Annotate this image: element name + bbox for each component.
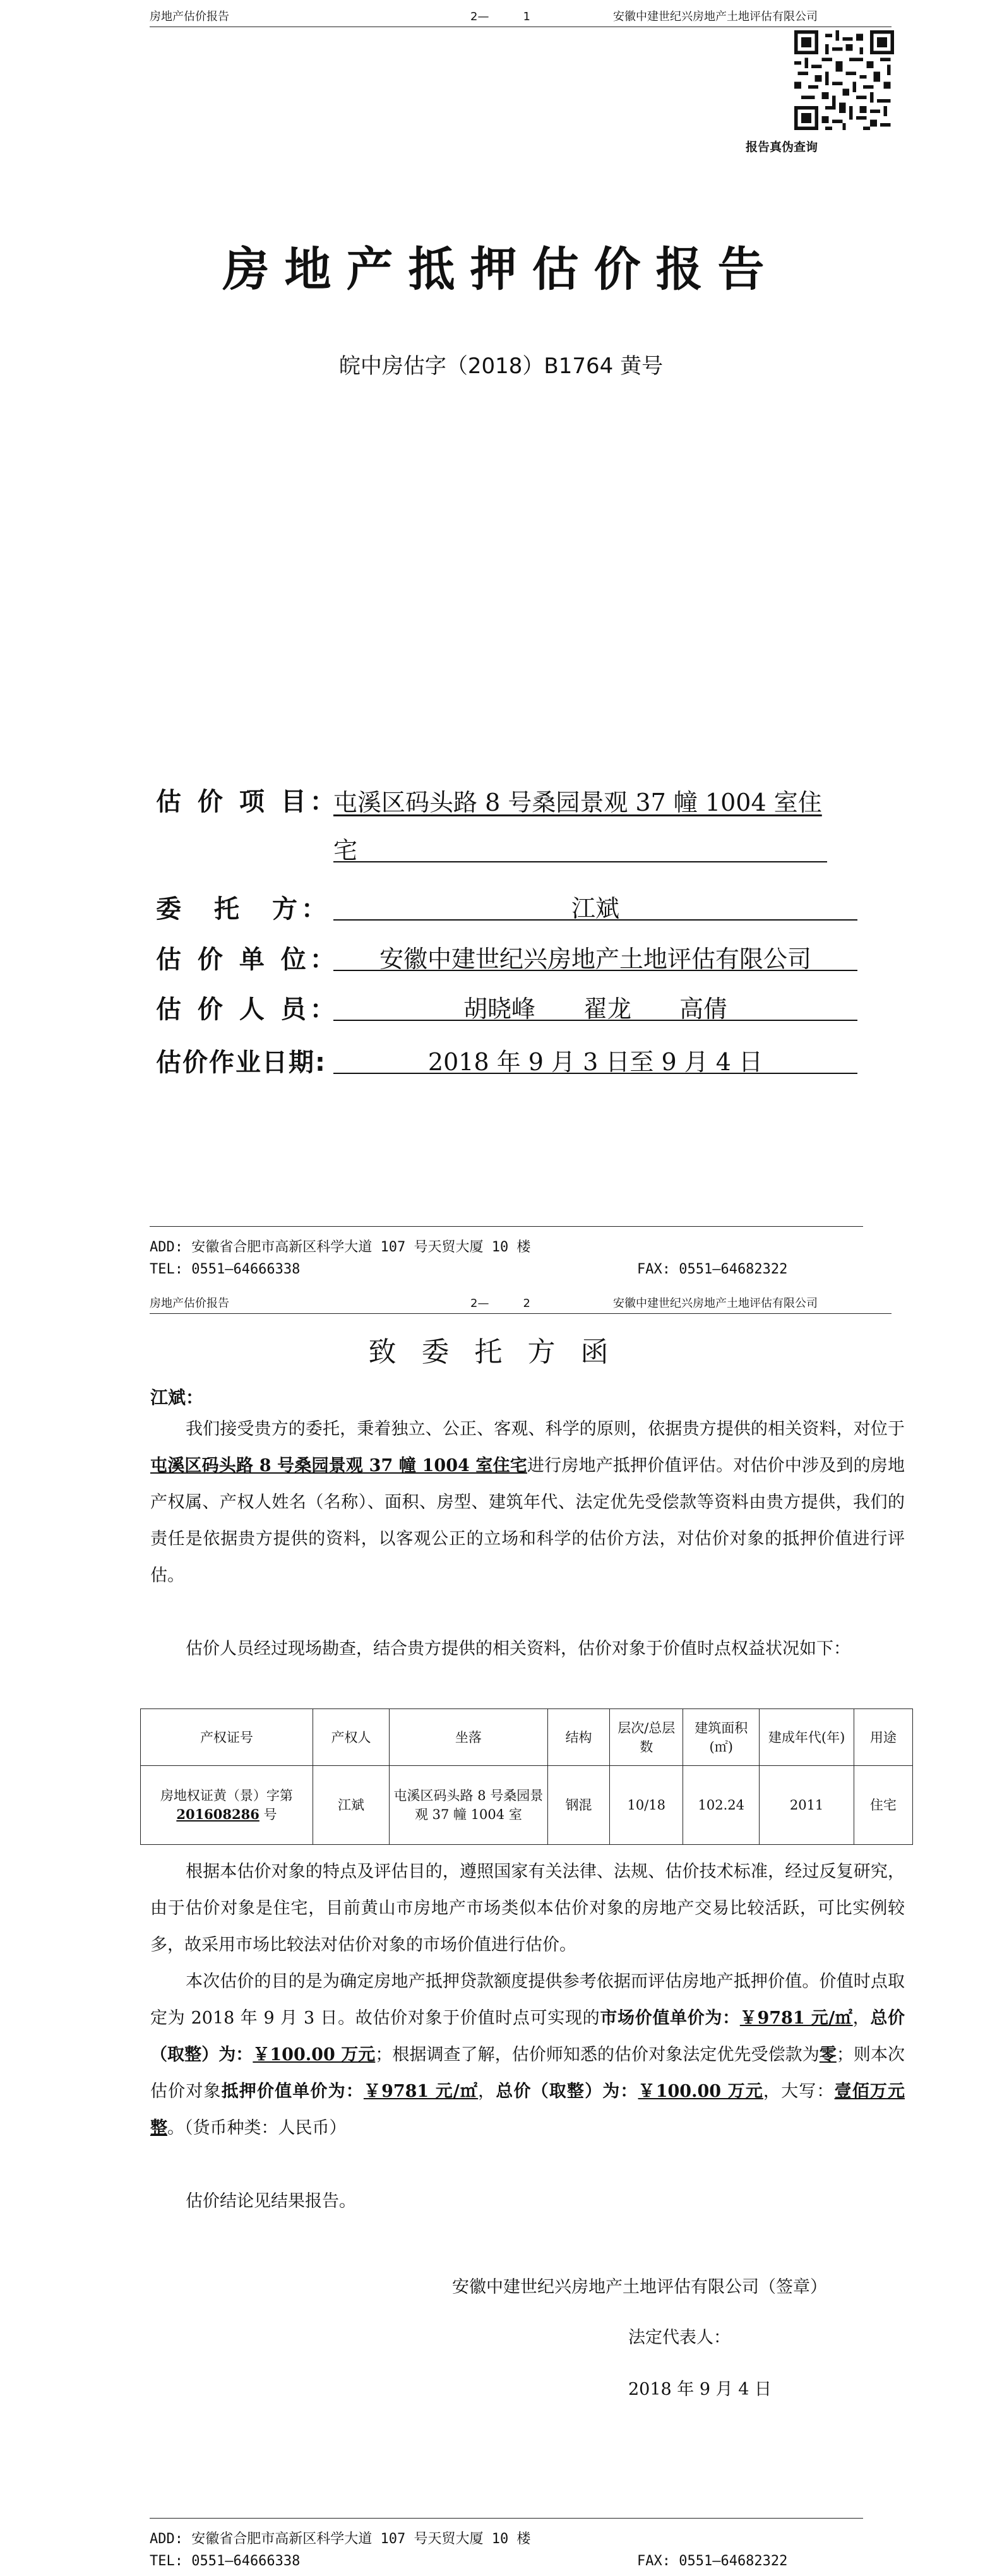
paragraph-1 [150,1411,905,1594]
p1-property-address: 屯溪区码头路 8 号桑园景观 37 幢 1004 室住宅 [150,1456,527,1476]
p4-mortgage-unit-value: ￥9781 元/㎡ [363,2082,479,2101]
p4-text-i: ；则本次估价对象 [150,2045,905,2101]
cover-title: 房地产抵押估价报告 [222,242,780,297]
page2-footer-address: ADD: 安徽省合肥市高新区科学大道 107 号天贸大厦 10 楼 [150,2531,531,2547]
table-header-cell: 层次/总层数 [610,1709,683,1766]
project-value-line1: 屯溪区码头路 8 号桑园景观 37 幢 1004 室住 [333,789,822,816]
qr-code [794,30,894,130]
date-underline [333,1073,857,1074]
staff-underline [333,1020,857,1021]
table-cell-structure: 钢混 [547,1766,610,1845]
page2-footer-rule [150,2518,863,2519]
page1-footer-address: ADD: 安徽省合肥市高新区科学大道 107 号天贸大厦 10 楼 [150,1239,531,1255]
table-cell-use: 住宅 [854,1766,912,1845]
signature-representative: 法定代表人： [628,2328,731,2347]
p4-priority-amount: 零 [819,2045,837,2065]
p1-text-a: 我们接受贵方的委托，秉着独立、公正、客观、科学的原则，依据贵方提供的相关资料，对位于 [186,1419,905,1439]
table-cell-location: 屯溪区码头路 8 号桑园景观 37 幢 1004 室 [390,1766,547,1845]
unit-label: 估 价 单 位： [156,945,339,974]
cert-suffix: 号 [259,1807,277,1822]
page1-header-left: 房地产估价报告 [150,10,229,23]
p4-mortgage-unit-label: 抵押价值单价为： [221,2082,364,2101]
client-label: 委 托 方： [156,895,330,924]
paragraph-5: 估价结论见结果报告。 [186,2191,356,2211]
p4-text-g: ；根据调查了解，估价师知悉的估价对象法定优先受偿款为 [375,2045,820,2065]
p4-text-o: ，大写： [763,2082,835,2101]
table-cell-cert [141,1766,313,1845]
page1-footer-rule [150,1226,863,1227]
table-header-cell: 建筑面积(㎡) [683,1709,760,1766]
page1-footer-fax: FAX: 0551—64682322 [637,1261,788,1277]
p4-text-q: 。（货币种类：人民币） [167,2118,347,2138]
table-header-cell: 坐落 [390,1709,547,1766]
table-cell-year: 2011 [760,1766,854,1845]
p4-market-unit-label: 市场价值单价为： [600,2008,740,2028]
project-underline [333,861,827,862]
qr-caption: 报告真伪查询 [746,140,818,154]
report-number: 皖中房估字（2018）B1764 黄号 [338,354,664,379]
table-header-row [141,1709,913,1766]
table-cell-owner: 江斌 [313,1766,389,1845]
p1-text-c: 进行房地产抵押价值评估。对估价中涉及到的房地产权属、产权人姓名（名称）、面积、房型、建筑年代、法定优先受偿款等资料由贵方提供，我们的责任是依据贵方提供的资料，以客观公正的立场和科学的估价方法，对估价对象的抵押价值进行评估。 [150,1456,905,1585]
paragraph-3: 根据本估价对象的特点及评估目的，遵照国家有关法律、法规、估价技术标准，经过反复研究，由于估价对象是住宅，目前黄山市房地产市场类似本估价对象的房地产交易比较活跃，可比实例较多，故采用市场比较法对估价对象的市场价值进行估价。 [150,1862,905,1955]
client-value: 江斌 [571,895,619,922]
table-cell-area: 102.24 [683,1766,760,1845]
table-header-cell: 用途 [854,1709,912,1766]
cert-number: 201608286 [176,1806,259,1822]
table-header-cell: 建成年代(年) [760,1709,854,1766]
paragraph-2: 估价人员经过现场勘查，结合贵方提供的相关资料，估价对象于价值时点权益状况如下： [186,1639,850,1659]
page1-header-right: 安徽中建世纪兴房地产土地评估有限公司 [613,10,818,23]
salutation: 江斌： [150,1387,204,1408]
p4-comma-2: ， [478,2082,496,2101]
table-cell-floors: 10/18 [610,1766,683,1845]
project-value-line2: 宅 [333,837,358,864]
page2-header-left: 房地产估价报告 [150,1297,229,1310]
unit-underline [333,970,857,971]
signature-date: 2018 年 9 月 4 日 [628,2380,772,2399]
client-underline [333,919,857,921]
p4-market-unit-value: ￥9781 元/㎡ [739,2008,853,2028]
unit-value: 安徽中建世纪兴房地产土地评估有限公司 [379,945,811,973]
staff-value: 胡晓峰 翟龙 高倩 [463,995,727,1023]
letter-title: 致委托方函 [368,1336,634,1368]
page2-header-page: 2— 2 [470,1297,530,1310]
date-label: 估价作业日期: [156,1048,326,1077]
table-row [141,1766,913,1845]
p4-mortgage-total-label: 总价（取整）为： [496,2082,638,2101]
p4-text-a: 本次估价的目的是为确定房地产抵押贷款额度提供参考依据而评估房地产抵押价值。价值时点取定为 2018 年 9 月 3 日。故估价对象于价值时点可实现的 [150,1972,905,2028]
table-header-cell: 产权人 [313,1709,389,1766]
p4-mortgage-total-value: ￥100.00 万元 [638,2082,763,2101]
page2-header-rule [150,1313,892,1314]
cert-prefix: 房地权证黄（景）字第 [160,1788,293,1803]
signature-company: 安徽中建世纪兴房地产土地评估有限公司（签章） [452,2277,827,2297]
project-label: 估 价 项 目： [156,787,339,816]
p4-market-total-value: ￥100.00 万元 [253,2045,376,2065]
page1-footer-tel: TEL: 0551—64666338 [150,1261,301,1277]
staff-label: 估 价 人 员： [156,995,339,1024]
page2-header-right: 安徽中建世纪兴房地产土地评估有限公司 [613,1297,818,1310]
p4-amount-in-words: 壹佰万元整 [150,2082,905,2138]
paragraph-4 [150,1964,905,2147]
page2-footer-tel: TEL: 0551—64666338 [150,2553,301,2569]
page2-footer-fax: FAX: 0551—64682322 [637,2553,788,2569]
page1-header-page: 2— 1 [470,10,530,23]
date-value: 2018 年 9 月 3 日至 9 月 4 日 [427,1048,763,1076]
table-header-cell: 产权证号 [141,1709,313,1766]
p4-market-total-label: 总价（取整）为： [150,2008,905,2065]
p4-comma-1: ， [852,2008,871,2028]
property-info-table [140,1708,913,1845]
table-header-cell: 结构 [547,1709,610,1766]
